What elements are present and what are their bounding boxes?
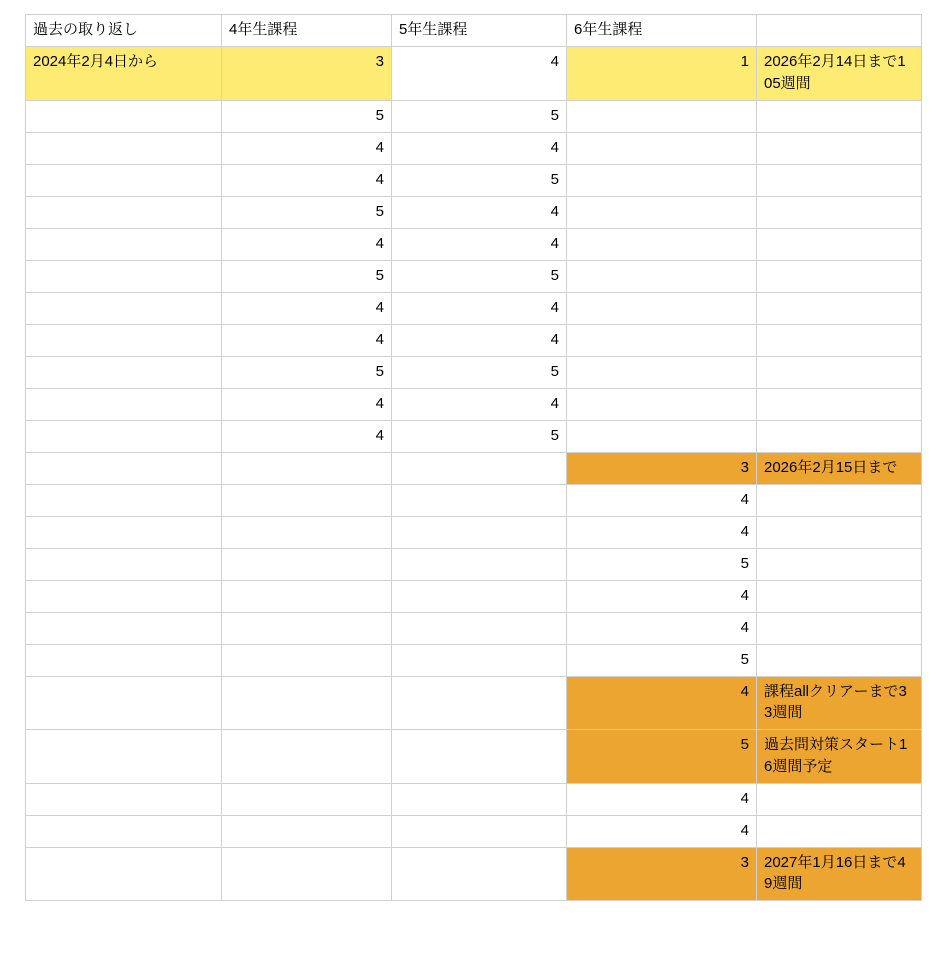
table-row (26, 676, 922, 730)
cell-grade4[interactable] (222, 580, 392, 612)
cell-past-recovery[interactable] (26, 847, 222, 901)
table-row (26, 100, 922, 132)
cell-grade4[interactable]: 4 (222, 324, 392, 356)
cell-grade4[interactable] (222, 815, 392, 847)
cell-grade5[interactable] (392, 516, 567, 548)
cell-past-recovery[interactable] (26, 516, 222, 548)
cell-grade6[interactable] (567, 260, 757, 292)
cell-grade5[interactable] (392, 730, 567, 784)
cell-grade5[interactable]: 4 (392, 324, 567, 356)
table-row (26, 516, 922, 548)
cell-note[interactable] (757, 356, 922, 388)
table-body (26, 47, 922, 901)
cell-past-recovery[interactable] (26, 644, 222, 676)
cell-grade5[interactable]: 5 (392, 164, 567, 196)
cell-grade4[interactable]: 4 (222, 132, 392, 164)
cell-grade4[interactable] (222, 516, 392, 548)
cell-grade6[interactable] (567, 196, 757, 228)
cell-past-recovery[interactable]: 2024年2月4日から (26, 47, 222, 101)
cell-note[interactable] (757, 132, 922, 164)
cell-grade4[interactable]: 4 (222, 388, 392, 420)
cell-grade6[interactable]: 4 (567, 783, 757, 815)
cell-grade4[interactable]: 3 (222, 47, 392, 101)
cell-past-recovery[interactable] (26, 548, 222, 580)
table-row (26, 452, 922, 484)
cell-note[interactable] (757, 548, 922, 580)
cell-grade5[interactable] (392, 612, 567, 644)
cell-note[interactable]: 2026年2月15日まで (757, 452, 922, 484)
cell-grade4[interactable] (222, 612, 392, 644)
cell-grade6[interactable] (567, 292, 757, 324)
cell-grade4[interactable]: 5 (222, 260, 392, 292)
cell-grade5[interactable]: 4 (392, 132, 567, 164)
cell-grade5[interactable] (392, 484, 567, 516)
cell-grade4[interactable] (222, 644, 392, 676)
table-row (26, 484, 922, 516)
cell-grade4[interactable] (222, 783, 392, 815)
cell-grade4[interactable]: 5 (222, 196, 392, 228)
cell-grade5[interactable] (392, 847, 567, 901)
study-schedule-table (25, 14, 922, 901)
cell-past-recovery[interactable] (26, 292, 222, 324)
cell-past-recovery[interactable] (26, 484, 222, 516)
cell-grade6[interactable]: 5 (567, 548, 757, 580)
cell-note[interactable] (757, 580, 922, 612)
cell-grade6[interactable] (567, 324, 757, 356)
table-row (26, 132, 922, 164)
cell-grade6[interactable] (567, 388, 757, 420)
column-header-past-recovery: 過去の取り返し (26, 15, 222, 47)
cell-grade6[interactable] (567, 164, 757, 196)
cell-note[interactable] (757, 516, 922, 548)
cell-grade5[interactable]: 5 (392, 100, 567, 132)
cell-grade5[interactable] (392, 548, 567, 580)
cell-grade6[interactable] (567, 132, 757, 164)
cell-grade4[interactable] (222, 548, 392, 580)
table-row (26, 612, 922, 644)
cell-note[interactable] (757, 228, 922, 260)
cell-past-recovery[interactable] (26, 324, 222, 356)
cell-grade6[interactable]: 4 (567, 815, 757, 847)
cell-grade4[interactable] (222, 676, 392, 730)
cell-note[interactable]: 過去問対策スタート16週間予定 (757, 730, 922, 784)
column-header-grade4: 4年生課程 (222, 15, 392, 47)
table-row (26, 356, 922, 388)
header-row (26, 15, 922, 47)
cell-note[interactable] (757, 388, 922, 420)
cell-grade5[interactable]: 5 (392, 260, 567, 292)
cell-past-recovery[interactable] (26, 612, 222, 644)
table-row (26, 228, 922, 260)
cell-grade6[interactable] (567, 420, 757, 452)
cell-note[interactable] (757, 484, 922, 516)
table-row (26, 644, 922, 676)
table-row (26, 548, 922, 580)
cell-grade5[interactable] (392, 580, 567, 612)
cell-grade6[interactable]: 5 (567, 730, 757, 784)
cell-past-recovery[interactable] (26, 164, 222, 196)
table-row (26, 580, 922, 612)
cell-note[interactable] (757, 420, 922, 452)
cell-grade5[interactable]: 4 (392, 47, 567, 101)
cell-note[interactable]: 2027年1月16日まで49週間 (757, 847, 922, 901)
table-row (26, 815, 922, 847)
cell-grade4[interactable]: 4 (222, 164, 392, 196)
cell-past-recovery[interactable] (26, 452, 222, 484)
cell-note[interactable] (757, 612, 922, 644)
cell-grade6[interactable] (567, 356, 757, 388)
cell-grade4[interactable]: 5 (222, 100, 392, 132)
table-row (26, 196, 922, 228)
cell-grade4[interactable]: 4 (222, 420, 392, 452)
cell-grade6[interactable]: 4 (567, 676, 757, 730)
cell-past-recovery[interactable] (26, 196, 222, 228)
table-row (26, 783, 922, 815)
cell-grade5[interactable] (392, 783, 567, 815)
cell-past-recovery[interactable] (26, 815, 222, 847)
cell-grade6[interactable]: 4 (567, 580, 757, 612)
cell-note[interactable] (757, 164, 922, 196)
cell-grade6[interactable] (567, 100, 757, 132)
cell-grade5[interactable]: 5 (392, 420, 567, 452)
column-header-notes (757, 15, 922, 47)
cell-note[interactable] (757, 100, 922, 132)
cell-past-recovery[interactable] (26, 100, 222, 132)
cell-grade5[interactable] (392, 644, 567, 676)
column-header-grade6: 6年生課程 (567, 15, 757, 47)
table-row (26, 164, 922, 196)
cell-note[interactable] (757, 292, 922, 324)
cell-grade6[interactable]: 4 (567, 484, 757, 516)
cell-past-recovery[interactable] (26, 356, 222, 388)
cell-grade5[interactable] (392, 676, 567, 730)
cell-grade5[interactable] (392, 815, 567, 847)
cell-note[interactable] (757, 644, 922, 676)
column-header-grade5: 5年生課程 (392, 15, 567, 47)
cell-grade5[interactable] (392, 452, 567, 484)
cell-grade6[interactable]: 5 (567, 644, 757, 676)
cell-past-recovery[interactable] (26, 260, 222, 292)
table-row (26, 847, 922, 901)
cell-grade5[interactable]: 5 (392, 356, 567, 388)
table-row (26, 324, 922, 356)
table-row (26, 260, 922, 292)
cell-past-recovery[interactable] (26, 388, 222, 420)
cell-note[interactable]: 課程allクリアーまで33週間 (757, 676, 922, 730)
cell-grade4[interactable] (222, 847, 392, 901)
cell-grade4[interactable]: 4 (222, 228, 392, 260)
cell-grade5[interactable]: 4 (392, 196, 567, 228)
table-row (26, 388, 922, 420)
cell-grade6[interactable]: 4 (567, 516, 757, 548)
cell-grade6[interactable] (567, 228, 757, 260)
cell-grade6[interactable]: 1 (567, 47, 757, 101)
cell-grade6[interactable]: 3 (567, 452, 757, 484)
cell-past-recovery[interactable] (26, 730, 222, 784)
cell-grade4[interactable] (222, 730, 392, 784)
cell-grade4[interactable]: 4 (222, 292, 392, 324)
table-row (26, 730, 922, 784)
cell-note[interactable] (757, 815, 922, 847)
cell-note[interactable] (757, 783, 922, 815)
cell-grade5[interactable]: 4 (392, 292, 567, 324)
cell-grade4[interactable]: 5 (222, 356, 392, 388)
cell-note[interactable] (757, 324, 922, 356)
cell-past-recovery[interactable] (26, 676, 222, 730)
cell-grade5[interactable]: 4 (392, 388, 567, 420)
cell-note[interactable]: 2026年2月14日まで105週間 (757, 47, 922, 101)
table-row (26, 47, 922, 101)
cell-past-recovery[interactable] (26, 783, 222, 815)
table-row (26, 292, 922, 324)
cell-past-recovery[interactable] (26, 580, 222, 612)
cell-grade6[interactable]: 4 (567, 612, 757, 644)
cell-grade5[interactable]: 4 (392, 228, 567, 260)
cell-grade6[interactable]: 3 (567, 847, 757, 901)
cell-note[interactable] (757, 260, 922, 292)
cell-grade4[interactable] (222, 484, 392, 516)
table-header (26, 15, 922, 47)
cell-past-recovery[interactable] (26, 228, 222, 260)
cell-past-recovery[interactable] (26, 420, 222, 452)
table-row (26, 420, 922, 452)
cell-grade4[interactable] (222, 452, 392, 484)
cell-note[interactable] (757, 196, 922, 228)
cell-past-recovery[interactable] (26, 132, 222, 164)
